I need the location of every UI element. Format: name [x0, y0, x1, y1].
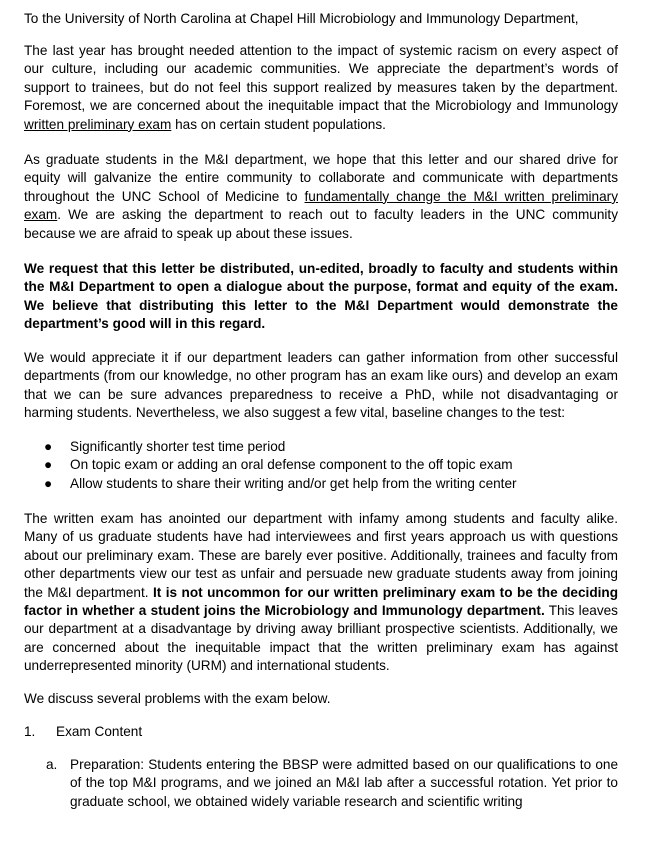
list-item	[24, 438, 618, 456]
written-exam-link[interactable]: written preliminary exam	[24, 116, 172, 132]
p2-text-after: . We are asking the department to reach out to faculty leaders in the UNC community because we are afraid to speak up about these issues.	[24, 207, 618, 241]
list-item-text: Significantly shorter test time period	[70, 439, 286, 454]
p5-bold-statement: It is not uncommon for our written preliminary exam to be the deciding factor in whether a student joins the Microbiology and Immunology department.	[24, 584, 619, 619]
paragraph-suggestions: We would appreciate it if our department leaders can gather information from other successful departments (from our knowledge, no other program has an exam like ours) and develop an exam that we can be sure advances preparedness to receive a PhD, while not disadvantaging or harming students. Nevertheless, we also suggest a few vital, baseline changes to the test:	[24, 350, 618, 421]
section-heading-exam-content	[24, 723, 618, 741]
paragraph-discuss-problems: We discuss several problems with the exam below.	[24, 691, 331, 706]
p1-text-after: has on certain student populations.	[171, 116, 386, 132]
subsection-preparation	[46, 756, 618, 811]
bullet-icon: ●	[44, 457, 53, 473]
subsection-text: Preparation: Students entering the BBSP were admitted based on our qualifications to one of the top M&I programs, and we joined an M&I lab after a successful rotation. Yet prior to graduate school, we obtained widely variable research and scientific writing	[70, 757, 618, 809]
change-exam-link[interactable]: fundamentally change the M&I written preliminary exam	[24, 188, 618, 223]
p5-text-before: The written exam has anointed our department with infamy among students and faculty alike. Many of us graduate students have had interviewees and first years approach us with questions about our preliminary exam. These are barely ever positive. Additionally, trainees and faculty from other departments view our test as unfair and persuade new graduate students away from joining the M&I department.	[24, 511, 618, 600]
paragraph-graduate-students	[24, 151, 618, 243]
p5-text-after: This leaves our department at a disadvantage by driving away brilliant prospective scientists. Additionally, we are concerned about the inequitable impact that the written preliminary exam has against underrepresented minority (URM) and international students.	[24, 603, 618, 674]
paragraph-infamy	[24, 510, 618, 676]
bullet-icon: ●	[44, 475, 53, 491]
p2-text-before: As graduate students in the M&I department, we hope that this letter and our shared drive for equity will galvanize the entire community to collaborate and communicate with departments throughout the UNC School of Medicine to	[24, 152, 618, 204]
paragraph-systemic-racism	[24, 42, 618, 134]
list-item	[24, 456, 618, 474]
paragraph-request-bold: We request that this letter be distributed, un-edited, broadly to faculty and students within the M&I Department to open a dialogue about the purpose, format and equity of the exam. We believe that distributing this letter to the M&I Department would demonstrate the department’s good will in this regard.	[24, 261, 618, 332]
greeting: To the University of North Carolina at Chapel Hill Microbiology and Immunology Department,	[24, 11, 579, 26]
list-item	[24, 475, 618, 493]
p1-text-before: The last year has brought needed attention to the impact of systemic racism on every aspect of our culture, including our academic communities. We appreciate the department’s words of support to trainees, but do not feel this support realized by measures taken by the department. Foremost, we are concerned about the inequitable impact that the Microbiology and Immunology	[24, 43, 618, 114]
section-number: 1.	[24, 724, 36, 739]
list-item-text: On topic exam or adding an oral defense component to the off topic exam	[70, 457, 513, 473]
subsection-letter: a.	[46, 757, 58, 772]
suggestion-list	[24, 438, 618, 493]
bullet-icon: ●	[44, 439, 53, 454]
section-title: Exam Content	[56, 724, 143, 739]
list-item-text: Allow students to share their writing and/or get help from the writing center	[70, 475, 517, 491]
